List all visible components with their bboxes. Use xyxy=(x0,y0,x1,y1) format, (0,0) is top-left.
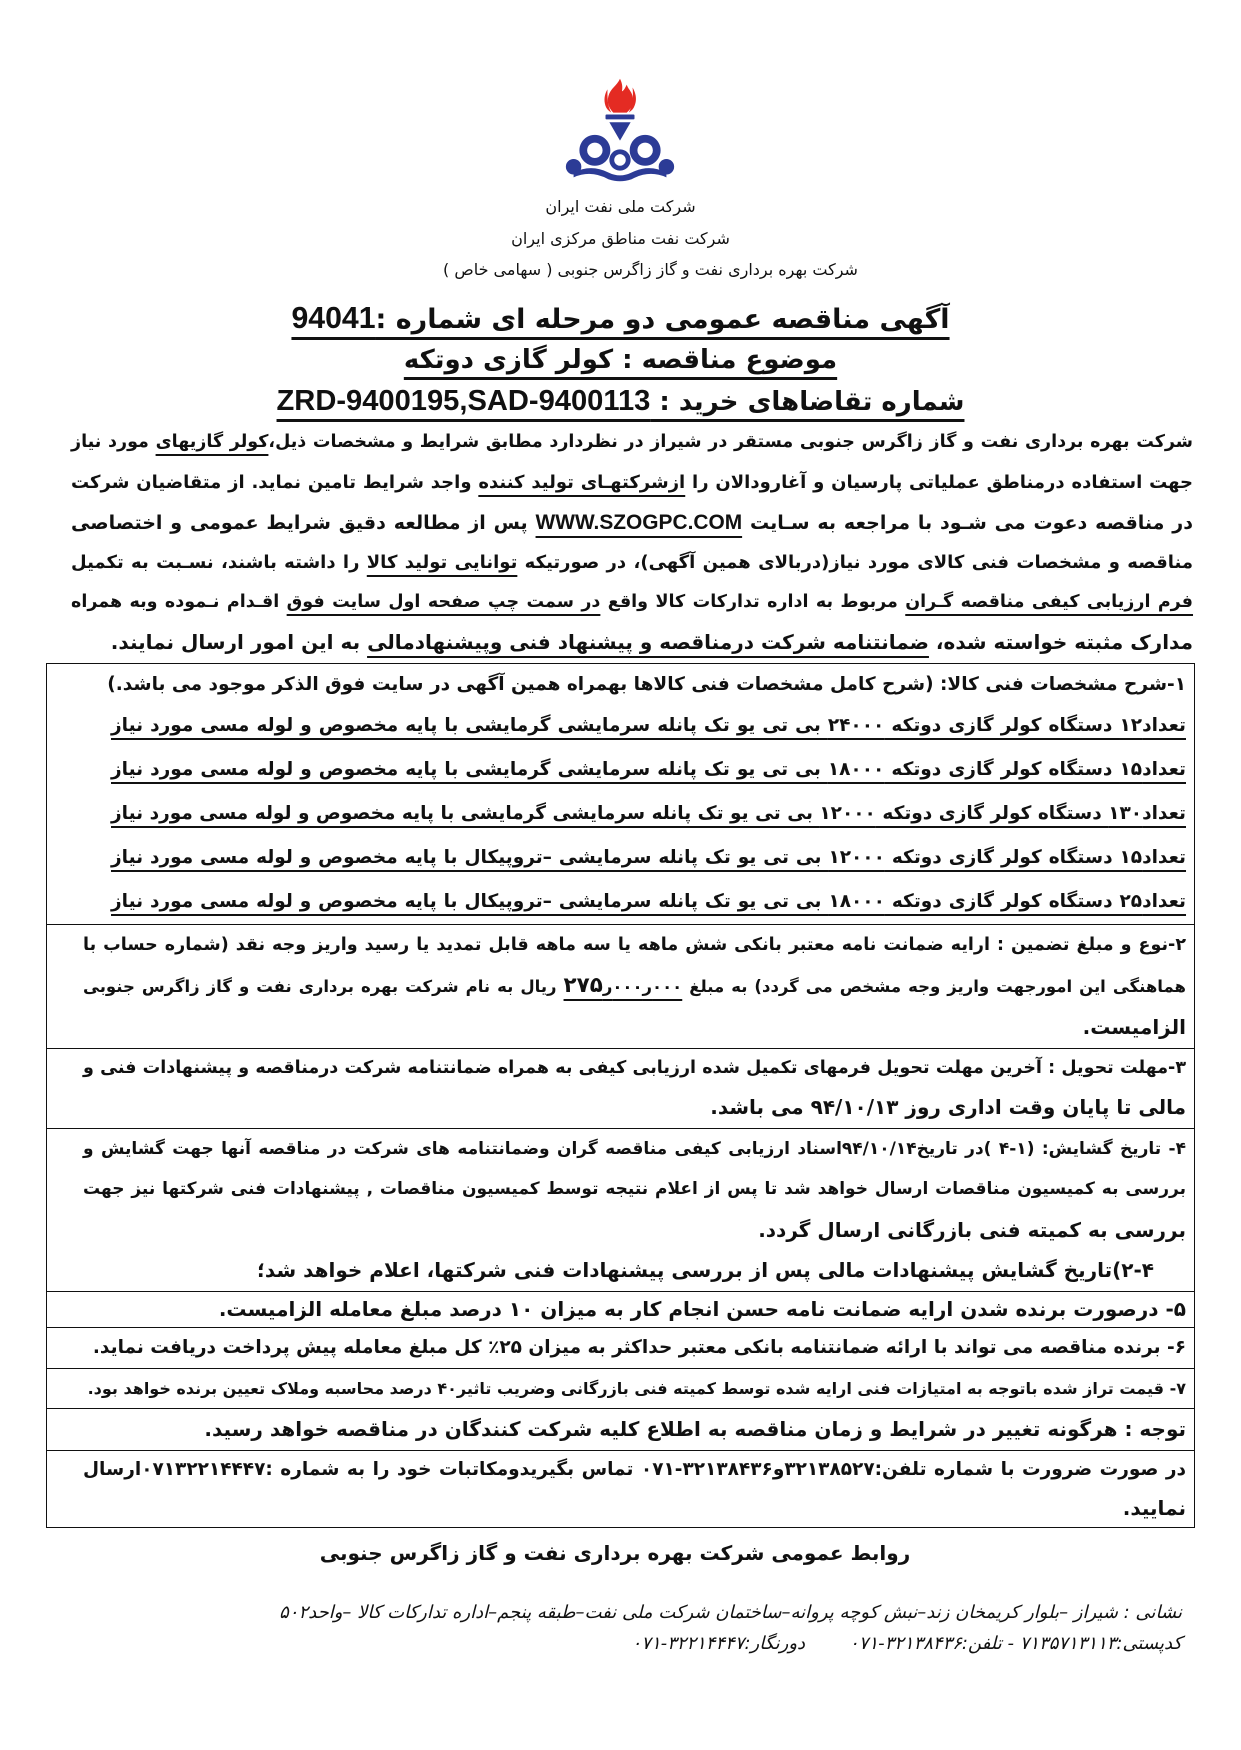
footer-address: نشانی : شیراز –بلوار کریمخان زند–نبش کوچه پروانه–ساختمان شرکت ملی نفت–طبقه پنجم–اداره تدارکات کالا –واحد۵۰۲ xyxy=(279,1602,1182,1623)
text-segment: مربوط به اداره تدارکات کالا واقع xyxy=(600,592,906,613)
text-segment: پس از مطالعه دقیق شرایط عمومی و اختصاصی xyxy=(71,511,536,534)
text-line xyxy=(83,1129,1186,1170)
condition-row-evaluation xyxy=(47,1368,1194,1408)
underlined-text: ضمانتنامه شرکت درمناقصه و پیشنهاد فنی وپیشنهادمالی xyxy=(367,629,929,654)
condition-row-prepayment xyxy=(47,1327,1194,1368)
text-line xyxy=(111,704,1186,748)
text-segment: در صورت ضرورت با شماره تلفن:۳۲۱۳۸۵۲۷و۳۲۱۳۸۴۳۶-۰۷۱ تماس بگیریدومکاتبات خود را به شماره :۰۷۱۳۲۲۱۴۴۴۷ارسال xyxy=(83,1458,1186,1480)
text-segment: نمایید. xyxy=(1122,1495,1186,1520)
text-segment: ۴- تاریخ گشایش: (۱-۴ )در تاریخ۹۴/۱۰/۱۴اسناد ارزیابی کیفی مناقصه گران وضمانتنامه های شرکت در مناقصه آنها جهت گشایش و xyxy=(83,1138,1187,1159)
text-segment: هماهنگی این امورجهت واریز وجه مشخص می گردد) به مبلغ xyxy=(682,976,1186,996)
text-line xyxy=(83,925,1186,966)
announcement-titles xyxy=(0,298,1241,423)
text-line xyxy=(83,1489,1186,1527)
condition-row-technical-specs xyxy=(47,664,1194,924)
underlined-text: ۰۰۰ر۰۰۰ر xyxy=(602,976,683,996)
text-line xyxy=(83,666,1186,704)
public-relations-signature: روابط عمومی شرکت بهره برداری نفت و گاز زاگرس جنوبی xyxy=(319,1541,911,1565)
text-line xyxy=(71,583,1193,623)
text-line xyxy=(71,623,1193,663)
text-line xyxy=(71,463,1193,503)
text-line xyxy=(83,1049,1186,1089)
footer-contact-line xyxy=(242,1628,1182,1659)
condition-row-contact xyxy=(47,1450,1194,1527)
text-segment: ۱-شرح مشخصات فنی کالا: (شرح کامل مشخصات فنی کالاها بهمراه همین آگهی در سایت فوق الذکر موجود می باشد.) xyxy=(107,674,1186,695)
text-line xyxy=(71,543,1193,583)
underlined-text: کولر گازیهای xyxy=(155,432,269,452)
text-segment: بررسی به کمیسیون مناقصات ارسال خواهد شد تا پس از اعلام نتیجه توسط کمیسیون مناقصات , پیشنهادات فنی شرکتها نیز جهت xyxy=(83,1179,1186,1199)
underlined-text: در سمت چپ صفحه اول سایت فوق xyxy=(286,592,601,613)
emblem-icon xyxy=(566,115,674,182)
text-segment: جهت استفاده درمناطق عملیاتی پارسیان و آغارودالان را xyxy=(685,471,1193,493)
text-line xyxy=(83,1210,1186,1251)
text-line xyxy=(83,1169,1186,1210)
underlined-text: ازشرکتهـای تولید کننده xyxy=(478,471,686,493)
text-segment: مناقصه و مشخصات فنی کالای مورد نیاز(دربالای همین آگهی)، در صورتیکه xyxy=(517,552,1193,574)
latin-text: 94041 xyxy=(291,302,376,335)
text-line xyxy=(83,1451,1186,1489)
text-segment: مورد نیاز xyxy=(71,432,156,452)
text-segment: ۲-۴)تاریخ گشایش پیشنهادات مالی پس از بررسی پیشنهادات فنی شرکتها، اعلام خواهد شد؛ xyxy=(256,1258,1154,1282)
text-line xyxy=(83,966,1186,1008)
tender-subject xyxy=(0,340,1241,381)
text-segment: ۷- قیمت تراز شده باتوجه به امتیازات فنی ارایه شده توسط کمیته فنی بازرگانی وضریب تاثیر۴۰ درصد محاسبه وملاک تعیین برنده خواهد بود. xyxy=(87,1378,1186,1398)
text-segment: مالی تا پایان وقت اداری روز ۹۴/۱۰/۱۳ می باشد. xyxy=(710,1095,1186,1119)
condition-row-delivery-deadline xyxy=(47,1048,1194,1128)
text-segment: مدارک مثبته خواسته شده، xyxy=(928,629,1193,654)
text-line xyxy=(83,1369,1186,1408)
org-line-company: شرکت بهره برداری نفت و گاز زاگرس جنوبی ( سهامی خاص ) xyxy=(443,260,858,279)
condition-row-performance-bond xyxy=(47,1291,1194,1327)
latin-text: ZRD-9400195,SAD-9400113 xyxy=(276,385,651,417)
org-line-icofc: شرکت نفت مناطق مرکزی ایران xyxy=(511,228,730,248)
text-segment: ۵- درصورت برنده شدن ارایه ضمانت نامه حسن انجام کار به میزان ۱۰ درصد مبلغ معامله الزامیست. xyxy=(218,1296,1186,1321)
footer-address-block xyxy=(242,1597,1182,1659)
text-segment: اقـدام نـموده وبه همراه xyxy=(71,592,287,613)
underlined-text: موضوع مناقصه : کولر گازی دوتکه xyxy=(403,345,838,375)
opening-date-technical xyxy=(83,1129,1186,1251)
text-segment: شرکت بهره برداری نفت و گاز زاگرس جنوبی مستقر در شیراز در نظردارد مطابق شرایط و مشخصات ذیل، xyxy=(268,432,1193,452)
text-line xyxy=(0,381,1241,423)
fax-number: دورنگار:۳۲۲۱۴۴۴۷-۰۷۱ xyxy=(631,1633,806,1654)
conditions-table xyxy=(46,663,1195,1528)
text-line xyxy=(83,1292,1186,1327)
text-segment: واجد شرایط تامین نماید. از متقاضیان شرکت xyxy=(71,471,479,493)
text-segment: ۶- برنده مناقصه می تواند با ارائه ضمانتنامه بانکی معتبر حداکثر به میزان ۲۵٪ کل مبلغ معامله پیش پرداخت دریافت نماید. xyxy=(92,1336,1186,1358)
text-segment: ۳-مهلت تحویل : آخرین مهلت تحویل فرمهای تکمیل شده ارزیابی کیفی به همراه ضمانتنامه شرکت درمناقصه و پیشنهادات فنی و xyxy=(83,1057,1186,1078)
text-segment: ریال به نام شرکت بهره برداری نفت و گاز زاگرس جنوبی xyxy=(83,976,564,996)
opening-date-financial xyxy=(83,1250,1186,1291)
underlined-text: تعداد۱۳۰ دستگاه کولر گازی دوتکه ۱۲۰۰۰ بی تی یو تک پانله سرمایشی گرمایشی با پایه مخصوص و لوله مسی مورد نیاز xyxy=(111,803,1186,824)
text-segment: به این امور ارسال نمایند. xyxy=(110,629,368,654)
technical-specs-heading xyxy=(83,666,1186,704)
text-line xyxy=(71,503,1193,544)
condition-row-notice xyxy=(47,1408,1194,1450)
text-line xyxy=(0,298,1241,340)
phone-number: تلفن:۳۲۱۳۸۴۳۶-۰۷۱ xyxy=(849,1633,1002,1654)
text-segment: بررسی به کمیته فنی بازرگانی ارسال گردد. xyxy=(758,1217,1186,1242)
text-line xyxy=(71,423,1193,463)
tender-title xyxy=(0,298,1241,340)
text-line xyxy=(83,1250,1154,1291)
purchase-request-numbers xyxy=(0,381,1241,423)
underlined-text: تعداد۲۵ دستگاه کولر گازی دوتکه ۱۸۰۰۰ بی تی یو تک پانله سرمایشی –تروپیکال با پایه مخصوص و لوله مسی مورد نیاز xyxy=(111,891,1187,912)
intro-paragraph xyxy=(71,423,1193,663)
text-line xyxy=(111,748,1186,792)
text-segment: توجه : هرگونه تغییر در شرایط و زمان مناقصه به اطلاع کلیه شرکت کنندگان در مناقصه خواهد رسید. xyxy=(204,1416,1186,1441)
text-line xyxy=(0,340,1241,381)
condition-row-opening-date xyxy=(47,1128,1194,1291)
text-segment: را داشته باشند، نسـبت به تکمیل xyxy=(71,552,367,574)
text-line xyxy=(83,1088,1186,1128)
organization-header xyxy=(0,191,1241,286)
text-line xyxy=(111,880,1186,924)
text-segment: در مناقصه دعوت می شـود با مراجعه به سـایت xyxy=(742,511,1193,534)
technical-specs-items xyxy=(83,704,1186,924)
underlined-text: فرم ارزیابی کیفی مناقصه گـران xyxy=(905,592,1194,613)
underlined-text: شماره تقاضاهای خرید : xyxy=(650,387,965,417)
text-line xyxy=(83,1409,1186,1450)
nioc-logo-icon xyxy=(562,76,678,184)
text-segment: ۲-نوع و مبلغ تضمین : ارایه ضمانت نامه معتبر بانکی شش ماهه یا سه ماهه قابل تمدید یا رسید واریز وجه نقد (شماره حساب با xyxy=(83,935,1186,955)
text-line xyxy=(111,836,1186,880)
condition-row-guarantee xyxy=(47,924,1194,1048)
flame-icon xyxy=(604,79,635,113)
underlined-text: ۲۷۵ xyxy=(563,972,603,998)
text-line xyxy=(111,792,1186,836)
separator: - xyxy=(1001,1633,1020,1654)
underlined-text: تعداد۱۵ دستگاه کولر گازی دوتکه ۱۲۰۰۰ بی تی یو تک پانله سرمایشی –تروپیکال با پایه مخصوص و لوله مسی مورد نیاز xyxy=(111,847,1187,868)
text-segment: الزامیست. xyxy=(1082,1015,1186,1039)
underlined-text: توانایی تولید کالا xyxy=(366,552,518,574)
text-line xyxy=(83,1328,1186,1368)
underlined-text: تعداد۱۵ دستگاه کولر گازی دوتکه ۱۸۰۰۰ بی تی یو تک پانله سرمایشی گرمایشی با پایه مخصوص و لوله مسی مورد نیاز xyxy=(111,759,1186,780)
underlined-text: آگهی مناقصه عمومی دو مرحله ای شماره : xyxy=(375,304,950,335)
org-line-nioc: شرکت ملی نفت ایران xyxy=(545,197,696,216)
underlined-text: تعداد۱۲ دستگاه کولر گازی دوتکه ۲۴۰۰۰ بی تی یو تک پانله سرمایشی گرمایشی با پایه مخصوص و لوله مسی مورد نیاز xyxy=(111,715,1186,736)
text-line xyxy=(83,1007,1186,1048)
postal-code: کدپستی:۷۱۳۵۷۱۳۱۱۳ xyxy=(1019,1633,1182,1654)
latin-text: WWW.SZOGPC.COM xyxy=(535,510,743,534)
